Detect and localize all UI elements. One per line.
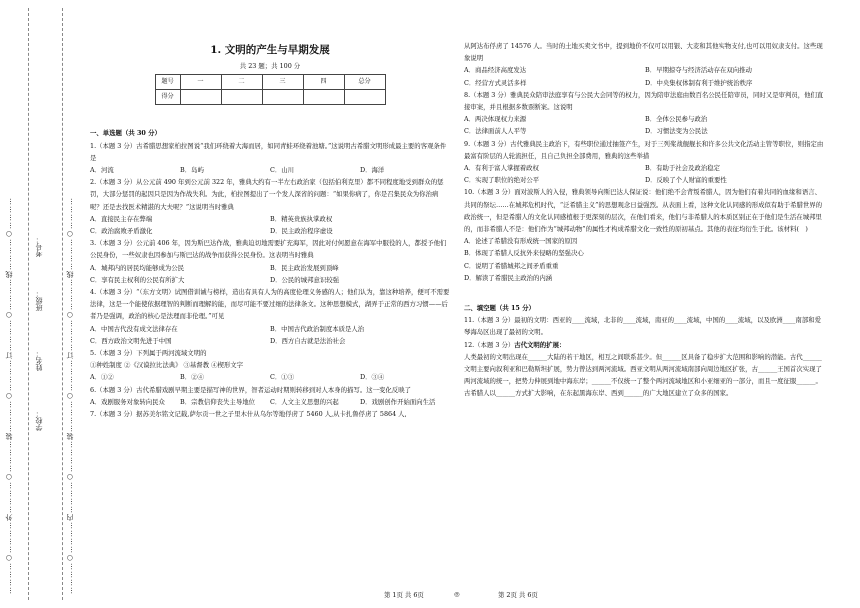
option-b[interactable]: B．早期掠夺与经济活动存在双向推动: [645, 66, 752, 75]
question-text: 7.（本题 3 分）据苏美尔铭文记载,萨尔贡一世之子里木什从乌尔等地俘虏了 5460 人,从卡扎鲁俘虏了 5864 人,: [90, 410, 407, 419]
option-c[interactable]: C．经营方式灵活多样: [464, 78, 527, 87]
option-c[interactable]: C．山川: [270, 166, 295, 175]
question-text: 2.（本题 3 分）从公元前 490 年到公元前 322 年，雅典大约有一半左右政治家（包括伯利克里）都不同程度地受到群众的惩罚，大部分惩罚的起因只是因为作战失利。为此，柏拉图提出了一个发人深省的问题：“如果你病了，你是召集民众为你治病呢？还是去找医术精湛的大夫呢？”这说明当时雅典: [90, 178, 444, 211]
option-c[interactable]: C．说明了希腊城邦之间矛盾重重: [464, 261, 559, 270]
option-b[interactable]: B．体现了希腊人反抗外来侵略的坚强决心: [464, 249, 584, 258]
center-mark: ◎: [454, 590, 460, 598]
option-d[interactable]: D．③④: [360, 373, 385, 382]
inner-binding-line: [62, 8, 63, 600]
option-a[interactable]: A．有利于富人掌握着政权: [464, 164, 539, 173]
score-input-cell[interactable]: [303, 90, 344, 105]
option-row: [90, 396, 450, 408]
exam-subtitle: 共 23 题；共 100 分: [239, 62, 301, 71]
option-a[interactable]: A．中国古代没有成文法律存在: [90, 324, 178, 333]
option-d[interactable]: D．习惯法变为公民法: [645, 127, 708, 136]
question-body: 人类最初的文明出现在______大陆的若干地区，相互之间联系甚少。但______区具备了稳步扩大范围和影响的潜能。古代______文明主要向叙利亚和巴勒斯坦扩展，势力曾达到两河流域。西亚文明从两河流域南部向周边地区扩张，古______王国首次实现了两河流域的统一，把势力伸展到地中海东岸；______不仅统一了整个两河流域地区和小亚细亚的一部分，而且一度征服______。古希腊人以______方式扩大影响，在东起黑海东岸、西到______的广大地区建立了众多的国家。: [464, 352, 822, 398]
option-row: [464, 125, 826, 137]
option-d[interactable]: D．海洋: [360, 166, 385, 175]
exam-title: 1. 文明的产生与早期发展: [210, 44, 330, 56]
score-cell: 三: [262, 75, 303, 90]
option-b[interactable]: B．岛屿: [180, 166, 204, 175]
option-row: [464, 64, 826, 76]
score-cell: 总分: [344, 75, 385, 90]
option-b[interactable]: B．精英贵族执掌政权: [270, 214, 333, 223]
option-c[interactable]: C．人文主义思想的兴起: [270, 397, 339, 406]
question-text: 1.（本题 3 分）古希腊思想家柏拉图说“我们环绕着大海而居，如同青蛙环绕着池塘。”这说明古希腊文明形成最主要的客观条件是: [90, 141, 447, 162]
score-cell: 题号: [155, 75, 180, 90]
option-row: [464, 113, 826, 125]
question-text: 5.（本题 3 分）下列属于两河流域文明的: [90, 349, 207, 358]
option-row: [90, 262, 450, 274]
option-c[interactable]: C．①③: [270, 373, 295, 382]
page-number-left: 第 1页 共 6页: [384, 591, 424, 599]
question-text: 3.（本题 3 分）公元前 406 年，因为斯巴达作战，雅典迫切地需要扩充海军，因此对付何愿意在海军中服役的人，都授予他们公民身份，一些奴隶也因参加与斯巴达的战争而获得公民身份。这表明当时雅典: [90, 239, 447, 260]
option-row: [90, 371, 450, 383]
question-text: 10.（本题 3 分）面对波斯人的入侵，雅典领导向斯巴达人保证说：他们绝不会背叛希腊人，因为他们有着共同的血缘和语言、共同的祭坛……在城邦危机时代，“泛希腊主义”的思想观念日益强烈。从表面上看，这种文化认同感的形成似有助于希腊世界的政治统一，但是希腊人的文化认同感植根于更深刻的层次，在他们看来，他们与非希腊人的本质区别正在于他们是生活在城邦里的，而非希腊人不是：他们作为“城邦动物”的属性才构成希腊文化一致性的原初基点。其他的表征均衍生于此。该材料( ): [464, 188, 823, 234]
score-cell: 四: [303, 75, 344, 90]
score-input-cell[interactable]: [221, 90, 262, 105]
outer-binding-line: [28, 8, 29, 600]
option-row: [464, 162, 826, 174]
option-d[interactable]: D．公民的城邦意识较强: [270, 275, 340, 284]
option-b[interactable]: B．民主政治发展到顶峰: [270, 263, 339, 272]
option-b[interactable]: B．②④: [180, 373, 204, 382]
score-cell: 得分: [155, 90, 180, 105]
option-row: [90, 164, 450, 176]
option-d[interactable]: D．中央集权体制有利于维护统治秩序: [645, 78, 753, 87]
option-a[interactable]: A．论述了希腊没有形成统一国家的原因: [464, 237, 578, 246]
question-text: 6.（本题 3 分）古代希腊戏剧早期主要是描写神的世界，智者运动时期则转移到对人本身的描写。这一变化反映了: [90, 385, 411, 394]
score-table-score-row: [155, 90, 385, 105]
option-row: [464, 77, 826, 89]
option-c[interactable]: C．享有民主权利的公民有所扩大: [90, 275, 185, 284]
inner-binding-text: …………○…………内…………○…………装…………○…………订…………○…………线…………○…………: [66, 197, 74, 594]
option-a[interactable]: A．直接民主存在弊端: [90, 214, 153, 223]
score-cell: 二: [221, 75, 262, 90]
id-label: 考号：: [35, 236, 43, 257]
option-a[interactable]: A．①②: [90, 373, 114, 382]
option-d[interactable]: D．戏剧创作开始面向生活: [360, 397, 436, 406]
option-c[interactable]: C．实现了职位的绝对公平: [464, 176, 540, 185]
score-table: [155, 74, 386, 105]
score-cell: 一: [180, 75, 221, 90]
section-heading: 一、单选题（共 30 分）: [90, 129, 161, 138]
option-a[interactable]: A．戏剧服务对象转向民众: [90, 397, 165, 406]
question-items: ①种姓制度 ②《汉谟拉比法典》 ③基督教 ④楔形文字: [90, 361, 244, 370]
page-number-right: 第 2页 共 6页: [498, 591, 538, 599]
option-row: [90, 274, 450, 286]
option-row: [90, 213, 450, 225]
option-d[interactable]: D．反映了个人财富的重要性: [645, 176, 727, 185]
option-c[interactable]: C．西方政治文明先进于中国: [90, 336, 172, 345]
option-b[interactable]: B．宗教信仰丧失主导地位: [180, 397, 255, 406]
outer-binding-text: …………○…………外…………○…………装…………○…………订…………○…………线…………○…………: [5, 197, 13, 594]
name-label: 姓名：: [35, 350, 43, 371]
option-row: [90, 323, 450, 335]
school-label: 学校：: [35, 410, 43, 431]
question-text: 9.（本题 3 分）古代雅典民主政治下，有些职位通过抽签产生，对于三列桨战舰舰长和许多公共文化活动主管等职位，则指定由最富有阶层的人轮流担任，且自己负担全部费用，雅典的这些举措: [464, 139, 824, 160]
question-text: 4.（本题 3 分）“（东方文明）试图借训诫与榜样，造出有具有人为的高度伦理义务感的人；他们认为，靠这种培养，便可不需要法律，这是一个能使依据理智的判断而理解的能，而尽可能不要过细的法律条文。这种思想模式，湖弄于正常的西方习惯——后者乃是强调，政治的核心是法理而非伦理。”可见: [90, 288, 450, 321]
left-column: [90, 0, 450, 420]
right-column: [464, 40, 826, 400]
section-heading: 二、填空题（共 15 分）: [464, 304, 535, 313]
question-title: 古代文明的扩展：: [514, 340, 566, 349]
option-b[interactable]: B．全体公民参与政治: [645, 115, 708, 124]
question-text: [464, 339, 826, 351]
option-b[interactable]: B．有助于社会及政治稳定: [645, 164, 720, 173]
question-number: 12.（本题 3 分）: [464, 340, 515, 349]
option-d[interactable]: D．民主政治程序虚设: [270, 227, 333, 236]
question-text: 8.（本题 3 分）雅典民众陪审法庭享有与公民大会同等的权力，因为陪审法庭由数百名公民任陪审员，同时又是审判员，他们直接审案，并且根据多数票断案。这说明: [464, 90, 824, 112]
option-c[interactable]: C．政治腐败矛盾激化: [90, 227, 153, 236]
option-row: [90, 225, 450, 237]
question-text: 11.（本题 3 分）最初的文明：西亚的____流域，北非的____流域，南亚的____流域，中国的____流域，以及欧洲____南部和爱琴海岛区出现了最初的文明。: [464, 316, 821, 337]
score-input-cell[interactable]: [344, 90, 385, 105]
score-table-header-row: [155, 75, 385, 90]
class-label: 班级：: [35, 290, 43, 311]
option-row: [90, 335, 450, 347]
option-a[interactable]: A．两决体现权力来源: [464, 115, 527, 124]
score-input-cell[interactable]: [262, 90, 303, 105]
score-input-cell[interactable]: [180, 90, 221, 105]
question-text: 从阿达布俘虏了 14576 人。当时的土地买卖文书中，提到地价不仅可以用银、大麦和其他实物支付,也可以用奴隶支付。这些现象说明: [464, 42, 823, 63]
option-a[interactable]: A．城邦内的居民均能够成为公民: [90, 263, 185, 272]
option-a[interactable]: A．河流: [90, 166, 114, 175]
option-row: [464, 174, 826, 186]
option-d[interactable]: D．西方自古就是法治社会: [270, 336, 346, 345]
option-b[interactable]: B．中国古代政治制度本质是人治: [270, 324, 365, 333]
option-a[interactable]: A．商品经济高度发达: [464, 66, 527, 75]
option-c[interactable]: C．法律面前人人平等: [464, 127, 527, 136]
option-d[interactable]: D．解读了希腊民主政治的内涵: [464, 273, 553, 282]
